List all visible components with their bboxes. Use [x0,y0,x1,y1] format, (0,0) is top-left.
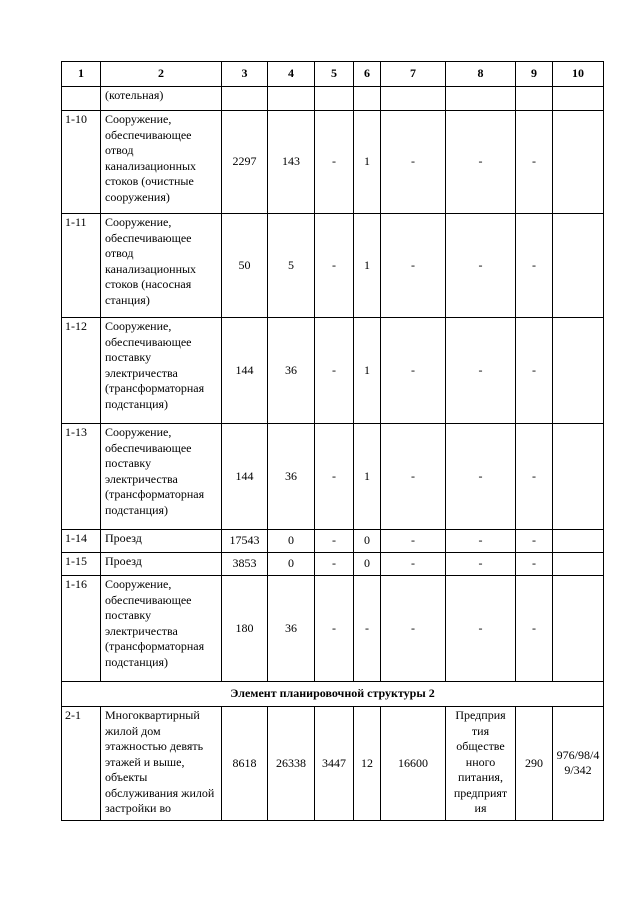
row-number: 1-12 [62,318,101,424]
cell-10: 976/98/4 9/342 [553,707,604,821]
cell-3: 144 [222,318,268,424]
table-row [62,530,604,553]
cell-8: - [446,576,516,682]
cell-8: - [446,530,516,553]
table-row [62,707,604,821]
cell-5: - [315,318,354,424]
row-number [62,87,101,111]
object-name: Сооружение, обеспечивающее поставку электричества (трансформаторная подстанция) [101,576,222,682]
data-table [61,61,604,821]
cell-4: 26338 [268,707,315,821]
cell-9 [516,87,553,111]
cell-7: - [381,424,446,530]
section-title: Элемент планировочной структуры 2 [62,682,604,707]
cell-9: - [516,530,553,553]
cell-5: - [315,111,354,214]
object-name: Сооружение, обеспечивающее отвод канализационных стоков (очистные сооружения) [101,111,222,214]
row-number: 1-11 [62,214,101,318]
cell-9: - [516,424,553,530]
header-cell: 4 [268,62,315,87]
cell-7: - [381,576,446,682]
cell-8: - [446,111,516,214]
cell-10 [553,424,604,530]
cell-5: 3447 [315,707,354,821]
header-cell: 7 [381,62,446,87]
cell-7: - [381,553,446,576]
cell-6: 12 [354,707,381,821]
header-row [62,62,604,87]
cell-10 [553,553,604,576]
header-cell: 10 [553,62,604,87]
object-name: Проезд [101,553,222,576]
header-cell: 8 [446,62,516,87]
header-cell: 5 [315,62,354,87]
object-name: Многоквартирный жилой дом этажностью девять этажей и выше, объекты обслуживания жилой застройки во [101,707,222,821]
cell-8: - [446,553,516,576]
cell-10 [553,576,604,682]
object-name: Проезд [101,530,222,553]
row-number: 1-15 [62,553,101,576]
table-row [62,318,604,424]
cell-8: - [446,214,516,318]
row-number: 2-1 [62,707,101,821]
row-number: 1-10 [62,111,101,214]
table-row [62,553,604,576]
cell-7: 16600 [381,707,446,821]
header-cell: 1 [62,62,101,87]
cell-9: - [516,576,553,682]
header-cell: 2 [101,62,222,87]
cell-7: - [381,530,446,553]
header-cell: 9 [516,62,553,87]
object-name: Сооружение, обеспечивающее поставку электричества (трансформаторная подстанция) [101,318,222,424]
object-name: (котельная) [101,87,222,111]
cell-3: 3853 [222,553,268,576]
section-row [62,682,604,707]
cell-7: - [381,214,446,318]
cell-10 [553,530,604,553]
row-number: 1-13 [62,424,101,530]
cell-10 [553,214,604,318]
cell-10 [553,318,604,424]
cell-3: 50 [222,214,268,318]
row-number: 1-14 [62,530,101,553]
cell-6: 1 [354,318,381,424]
cell-10 [553,87,604,111]
cell-4: 36 [268,424,315,530]
table-row [62,214,604,318]
cell-8 [446,87,516,111]
cell-6: 1 [354,111,381,214]
cell-9: - [516,214,553,318]
cell-5 [315,87,354,111]
cell-3 [222,87,268,111]
header-cell: 3 [222,62,268,87]
cell-4: 0 [268,530,315,553]
object-name: Сооружение, обеспечивающее отвод канализационных стоков (насосная станция) [101,214,222,318]
cell-7 [381,87,446,111]
cell-6: 0 [354,530,381,553]
cell-3: 17543 [222,530,268,553]
cell-3: 2297 [222,111,268,214]
cell-9: - [516,111,553,214]
header-cell: 6 [354,62,381,87]
cell-8: Предприя тия обществе нного питания, предприят ия [446,707,516,821]
cell-4: 143 [268,111,315,214]
cell-8: - [446,318,516,424]
cell-3: 8618 [222,707,268,821]
table-row [62,87,604,111]
cell-9: - [516,553,553,576]
cell-5: - [315,424,354,530]
cell-7: - [381,111,446,214]
cell-4 [268,87,315,111]
cell-4: 0 [268,553,315,576]
cell-9: - [516,318,553,424]
table-row [62,576,604,682]
cell-7: - [381,318,446,424]
cell-8: - [446,424,516,530]
table-row [62,111,604,214]
row-number: 1-16 [62,576,101,682]
cell-6: 1 [354,424,381,530]
cell-6 [354,87,381,111]
cell-5: - [315,553,354,576]
cell-3: 180 [222,576,268,682]
table-row [62,424,604,530]
cell-4: 36 [268,318,315,424]
cell-6: 0 [354,553,381,576]
cell-5: - [315,214,354,318]
cell-9: 290 [516,707,553,821]
cell-5: - [315,576,354,682]
cell-5: - [315,530,354,553]
cell-6: - [354,576,381,682]
cell-4: 36 [268,576,315,682]
cell-10 [553,111,604,214]
cell-6: 1 [354,214,381,318]
cell-4: 5 [268,214,315,318]
object-name: Сооружение, обеспечивающее поставку электричества (трансформаторная подстанция) [101,424,222,530]
cell-3: 144 [222,424,268,530]
